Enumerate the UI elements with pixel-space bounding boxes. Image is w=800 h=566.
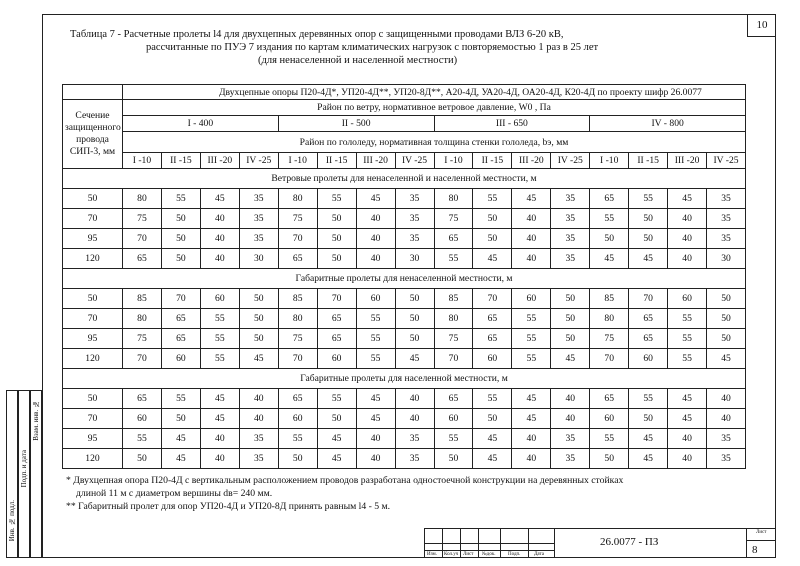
- value-cell: 70: [123, 229, 162, 249]
- value-cell: 35: [707, 449, 746, 469]
- section-cell: 120: [63, 249, 123, 269]
- value-cell: 65: [629, 309, 668, 329]
- value-cell: 65: [123, 249, 162, 269]
- value-cell: 65: [278, 249, 317, 269]
- value-cell: 35: [707, 429, 746, 449]
- value-cell: 40: [356, 429, 395, 449]
- value-cell: 50: [161, 229, 200, 249]
- value-cell: 35: [551, 449, 590, 469]
- table-caption: [70, 28, 750, 67]
- value-cell: 65: [161, 329, 200, 349]
- value-cell: 50: [161, 209, 200, 229]
- left-approval-strip: [6, 390, 42, 558]
- value-cell: 65: [317, 309, 356, 329]
- value-cell: 50: [707, 289, 746, 309]
- note-2: ** Габаритный пролет для опор УП20-4Д и УП20-8Д принять равным l4 - 5 м.: [66, 501, 391, 512]
- value-cell: 45: [200, 409, 239, 429]
- value-cell: 40: [239, 409, 278, 429]
- caption-line-3: (для ненаселенной и населенной местности): [258, 55, 458, 66]
- value-cell: 50: [317, 249, 356, 269]
- value-cell: 70: [629, 289, 668, 309]
- value-cell: 45: [161, 429, 200, 449]
- value-cell: 40: [512, 449, 551, 469]
- value-cell: 55: [356, 349, 395, 369]
- value-cell: 40: [512, 209, 551, 229]
- value-cell: 50: [317, 409, 356, 429]
- value-cell: 35: [395, 189, 434, 209]
- value-cell: 55: [200, 349, 239, 369]
- value-cell: 35: [239, 229, 278, 249]
- value-cell: 65: [590, 389, 629, 409]
- value-cell: 40: [551, 409, 590, 429]
- value-cell: 70: [590, 349, 629, 369]
- table-row: [63, 289, 746, 309]
- value-cell: 80: [590, 309, 629, 329]
- value-cell: 55: [629, 389, 668, 409]
- strip-label-sign: Подп. и дата: [20, 450, 28, 488]
- block-title: Габаритные пролеты для ненаселенной местности, м: [63, 269, 746, 289]
- value-cell: 45: [317, 429, 356, 449]
- ice-region-cell: III -20: [512, 153, 551, 169]
- value-cell: 60: [200, 289, 239, 309]
- section-cell: 120: [63, 349, 123, 369]
- value-cell: 50: [707, 309, 746, 329]
- value-cell: 50: [551, 289, 590, 309]
- value-cell: 55: [590, 209, 629, 229]
- table-row: [63, 209, 746, 229]
- value-cell: 35: [551, 209, 590, 229]
- value-cell: 65: [278, 389, 317, 409]
- value-cell: 55: [473, 189, 512, 209]
- value-cell: 45: [707, 349, 746, 369]
- value-cell: 55: [200, 329, 239, 349]
- value-cell: 35: [395, 209, 434, 229]
- value-cell: 60: [512, 289, 551, 309]
- ice-region-cell: I -10: [278, 153, 317, 169]
- sheet-number: 8: [752, 544, 758, 556]
- value-cell: 55: [512, 349, 551, 369]
- ice-region-cell: I -10: [123, 153, 162, 169]
- ice-region-cell: I -10: [590, 153, 629, 169]
- value-cell: 55: [356, 309, 395, 329]
- value-cell: 45: [590, 249, 629, 269]
- value-cell: 35: [707, 209, 746, 229]
- section-cell: 120: [63, 449, 123, 469]
- block-title-row: [63, 269, 746, 289]
- value-cell: 55: [317, 189, 356, 209]
- value-cell: 50: [395, 289, 434, 309]
- wind-region-1: I - 400: [123, 116, 279, 132]
- supports-header: Двухцепные опоры П20-4Д*, УП20-4Д**, УП20-8Д**, А20-4Д, УА20-4Д, ОА20-4Д, К20-4Д по проекту шифр 26.0077: [123, 85, 746, 100]
- value-cell: 55: [590, 429, 629, 449]
- value-cell: 50: [434, 449, 473, 469]
- value-cell: 75: [434, 329, 473, 349]
- value-cell: 50: [395, 309, 434, 329]
- value-cell: 45: [512, 189, 551, 209]
- value-cell: 35: [707, 189, 746, 209]
- value-cell: 40: [551, 389, 590, 409]
- value-cell: 75: [123, 329, 162, 349]
- value-cell: 40: [668, 229, 707, 249]
- ice-region-cell: II -15: [161, 153, 200, 169]
- value-cell: 40: [200, 209, 239, 229]
- value-cell: 40: [239, 389, 278, 409]
- table-row: [63, 349, 746, 369]
- value-cell: 35: [551, 429, 590, 449]
- section-cell: 95: [63, 429, 123, 449]
- stamp-label-list: Лист: [463, 552, 474, 557]
- value-cell: 50: [473, 229, 512, 249]
- value-cell: 50: [629, 209, 668, 229]
- value-cell: 45: [668, 389, 707, 409]
- value-cell: 40: [356, 229, 395, 249]
- value-cell: 80: [123, 189, 162, 209]
- value-cell: 50: [629, 409, 668, 429]
- section-cell: 50: [63, 189, 123, 209]
- value-cell: 45: [512, 409, 551, 429]
- value-cell: 65: [473, 329, 512, 349]
- section-cell: 50: [63, 389, 123, 409]
- value-cell: 80: [123, 309, 162, 329]
- ice-region-cell: III -20: [356, 153, 395, 169]
- ice-region-cell: II -15: [473, 153, 512, 169]
- section-cell: 70: [63, 309, 123, 329]
- value-cell: 60: [317, 349, 356, 369]
- table-row: [63, 309, 746, 329]
- value-cell: 55: [317, 389, 356, 409]
- value-cell: 50: [473, 209, 512, 229]
- stamp-label-ndok: №док.: [482, 552, 496, 557]
- value-cell: 45: [239, 349, 278, 369]
- value-cell: 50: [161, 409, 200, 429]
- value-cell: 45: [356, 409, 395, 429]
- value-cell: 35: [239, 429, 278, 449]
- value-cell: 55: [668, 349, 707, 369]
- strip-label-vzam: Взам. инв. №: [32, 400, 40, 441]
- value-cell: 55: [512, 309, 551, 329]
- value-cell: 35: [239, 209, 278, 229]
- spans-table: [62, 84, 746, 469]
- strip-label-inv: Инв. № подл.: [8, 500, 16, 542]
- block-title-row: [63, 169, 746, 189]
- value-cell: 35: [239, 189, 278, 209]
- value-cell: 60: [278, 409, 317, 429]
- table-row: [63, 249, 746, 269]
- value-cell: 45: [551, 349, 590, 369]
- value-cell: 40: [356, 249, 395, 269]
- ice-region-cell: IV -25: [707, 153, 746, 169]
- value-cell: 50: [629, 229, 668, 249]
- notes: [66, 474, 742, 513]
- value-cell: 45: [629, 429, 668, 449]
- value-cell: 60: [668, 289, 707, 309]
- value-cell: 40: [707, 409, 746, 429]
- value-cell: 45: [317, 449, 356, 469]
- value-cell: 55: [434, 429, 473, 449]
- stamp-label-izm: Изм.: [427, 552, 437, 557]
- value-cell: 40: [200, 249, 239, 269]
- value-cell: 50: [278, 449, 317, 469]
- stamp-label-data: Дата: [534, 552, 544, 557]
- value-cell: 35: [239, 449, 278, 469]
- value-cell: 30: [239, 249, 278, 269]
- value-cell: 45: [629, 249, 668, 269]
- value-cell: 55: [161, 389, 200, 409]
- ice-region-cell: III -20: [668, 153, 707, 169]
- value-cell: 75: [123, 209, 162, 229]
- value-cell: 85: [434, 289, 473, 309]
- value-cell: 35: [551, 189, 590, 209]
- value-cell: 85: [590, 289, 629, 309]
- value-cell: 50: [395, 329, 434, 349]
- value-cell: 45: [629, 449, 668, 469]
- value-cell: 55: [668, 329, 707, 349]
- value-cell: 55: [434, 249, 473, 269]
- value-cell: 45: [356, 389, 395, 409]
- value-cell: 40: [200, 229, 239, 249]
- value-cell: 65: [317, 329, 356, 349]
- ice-header: Район по гололеду, нормативная толщина стенки гололеда, bэ, мм: [123, 132, 746, 153]
- value-cell: 45: [473, 449, 512, 469]
- value-cell: 75: [278, 329, 317, 349]
- value-cell: 40: [707, 389, 746, 409]
- value-cell: 65: [590, 189, 629, 209]
- value-cell: 65: [161, 309, 200, 329]
- value-cell: 45: [356, 189, 395, 209]
- value-cell: 80: [434, 309, 473, 329]
- section-cell: 70: [63, 409, 123, 429]
- value-cell: 50: [551, 329, 590, 349]
- value-cell: 80: [278, 189, 317, 209]
- value-cell: 50: [473, 409, 512, 429]
- wind-regions-row: [63, 116, 746, 132]
- document-code: 26.0077 - ПЗ: [600, 536, 659, 548]
- value-cell: 35: [551, 249, 590, 269]
- note-1-line-2: длиной 11 м с диаметром вершины dв= 240 мм.: [76, 488, 273, 499]
- value-cell: 40: [668, 249, 707, 269]
- ice-region-cell: IV -25: [395, 153, 434, 169]
- value-cell: 70: [278, 229, 317, 249]
- value-cell: 45: [395, 349, 434, 369]
- value-cell: 45: [668, 409, 707, 429]
- value-cell: 60: [356, 289, 395, 309]
- value-cell: 40: [512, 229, 551, 249]
- value-cell: 60: [123, 409, 162, 429]
- value-cell: 35: [551, 229, 590, 249]
- value-cell: 40: [668, 209, 707, 229]
- value-cell: 40: [668, 449, 707, 469]
- table-row: [63, 429, 746, 449]
- value-cell: 40: [200, 449, 239, 469]
- section-cell: 50: [63, 289, 123, 309]
- value-cell: 50: [161, 249, 200, 269]
- value-cell: 55: [200, 309, 239, 329]
- value-cell: 55: [356, 329, 395, 349]
- table-row: [63, 229, 746, 249]
- value-cell: 80: [278, 309, 317, 329]
- value-cell: 70: [317, 289, 356, 309]
- value-cell: 35: [395, 449, 434, 469]
- value-cell: 65: [629, 329, 668, 349]
- value-cell: 40: [356, 209, 395, 229]
- value-cell: 30: [395, 249, 434, 269]
- value-cell: 65: [434, 389, 473, 409]
- value-cell: 50: [239, 289, 278, 309]
- value-cell: 70: [123, 349, 162, 369]
- table-row: [63, 409, 746, 429]
- value-cell: 35: [707, 229, 746, 249]
- table-row: [63, 189, 746, 209]
- wind-header: Район по ветру, нормативное ветровое давление, W0 , Па: [123, 100, 746, 116]
- value-cell: 50: [707, 329, 746, 349]
- value-cell: 50: [317, 229, 356, 249]
- value-cell: 75: [590, 329, 629, 349]
- value-cell: 45: [200, 389, 239, 409]
- left-binding-marks: [6, 24, 20, 384]
- value-cell: 45: [200, 189, 239, 209]
- value-cell: 75: [434, 209, 473, 229]
- value-cell: 45: [473, 429, 512, 449]
- value-cell: 55: [512, 329, 551, 349]
- sheet-label: Лист: [756, 530, 767, 535]
- value-cell: 40: [200, 429, 239, 449]
- value-cell: 55: [668, 309, 707, 329]
- table-row: [63, 389, 746, 409]
- value-cell: 60: [590, 409, 629, 429]
- value-cell: 45: [668, 189, 707, 209]
- value-cell: 45: [473, 249, 512, 269]
- stamp-label-podp: Подп.: [508, 552, 521, 557]
- block-title: Габаритные пролеты для населенной местности, м: [63, 369, 746, 389]
- caption-line-2: рассчитанные по ПУЭ 7 издания по картам климатических нагрузок с повторяемостью 1 раз в 25 лет: [146, 42, 599, 53]
- page-number-top: 10: [747, 14, 776, 37]
- section-header: Сечение защищенного провода СИП-3, мм: [63, 100, 123, 169]
- value-cell: 50: [551, 309, 590, 329]
- value-cell: 40: [512, 429, 551, 449]
- value-cell: 75: [278, 209, 317, 229]
- ice-region-cell: II -15: [317, 153, 356, 169]
- ice-region-cell: II -15: [629, 153, 668, 169]
- table-row: [63, 449, 746, 469]
- wind-region-3: III - 650: [434, 116, 590, 132]
- value-cell: 40: [395, 389, 434, 409]
- ice-region-cell: IV -25: [551, 153, 590, 169]
- value-cell: 50: [239, 329, 278, 349]
- value-cell: 70: [278, 349, 317, 369]
- value-cell: 70: [473, 289, 512, 309]
- empty-corner: [63, 85, 123, 100]
- value-cell: 80: [434, 189, 473, 209]
- value-cell: 55: [278, 429, 317, 449]
- section-cell: 95: [63, 329, 123, 349]
- value-cell: 55: [473, 389, 512, 409]
- ice-region-cell: III -20: [200, 153, 239, 169]
- value-cell: 40: [395, 409, 434, 429]
- value-cell: 50: [590, 449, 629, 469]
- block-title: Ветровые пролеты для ненаселенной и населенной местности, м: [63, 169, 746, 189]
- value-cell: 65: [123, 389, 162, 409]
- value-cell: 55: [161, 189, 200, 209]
- wind-region-4: IV - 800: [590, 116, 746, 132]
- value-cell: 65: [434, 229, 473, 249]
- value-cell: 60: [434, 409, 473, 429]
- value-cell: 55: [123, 429, 162, 449]
- value-cell: 40: [356, 449, 395, 469]
- value-cell: 65: [473, 309, 512, 329]
- value-cell: 50: [123, 449, 162, 469]
- table-row: [63, 329, 746, 349]
- value-cell: 50: [239, 309, 278, 329]
- value-cell: 85: [278, 289, 317, 309]
- value-cell: 30: [707, 249, 746, 269]
- value-cell: 60: [161, 349, 200, 369]
- section-cell: 70: [63, 209, 123, 229]
- value-cell: 70: [161, 289, 200, 309]
- section-cell: 95: [63, 229, 123, 249]
- note-1-line-1: * Двухцепная опора П20-4Д с вертикальным расположением проводов разработана одностоечной конструкции на деревянных стойках: [66, 475, 624, 486]
- value-cell: 85: [123, 289, 162, 309]
- ice-region-cell: I -10: [434, 153, 473, 169]
- ice-regions-row: [63, 153, 746, 169]
- value-cell: 55: [629, 189, 668, 209]
- stamp-label-kol: Кол.уч: [444, 552, 459, 557]
- value-cell: 45: [161, 449, 200, 469]
- ice-region-cell: IV -25: [239, 153, 278, 169]
- value-cell: 50: [590, 229, 629, 249]
- wind-region-2: II - 500: [278, 116, 434, 132]
- value-cell: 35: [395, 229, 434, 249]
- value-cell: 40: [512, 249, 551, 269]
- block-title-row: [63, 369, 746, 389]
- caption-line-1: Таблица 7 - Расчетные пролеты l4 для двухцепных деревянных опор с защищенными проводами ВЛЗ 6-20 кВ,: [70, 29, 564, 40]
- table-body: [63, 169, 746, 469]
- value-cell: 50: [317, 209, 356, 229]
- value-cell: 60: [473, 349, 512, 369]
- value-cell: 40: [668, 429, 707, 449]
- value-cell: 60: [629, 349, 668, 369]
- value-cell: 70: [434, 349, 473, 369]
- value-cell: 45: [512, 389, 551, 409]
- value-cell: 35: [395, 429, 434, 449]
